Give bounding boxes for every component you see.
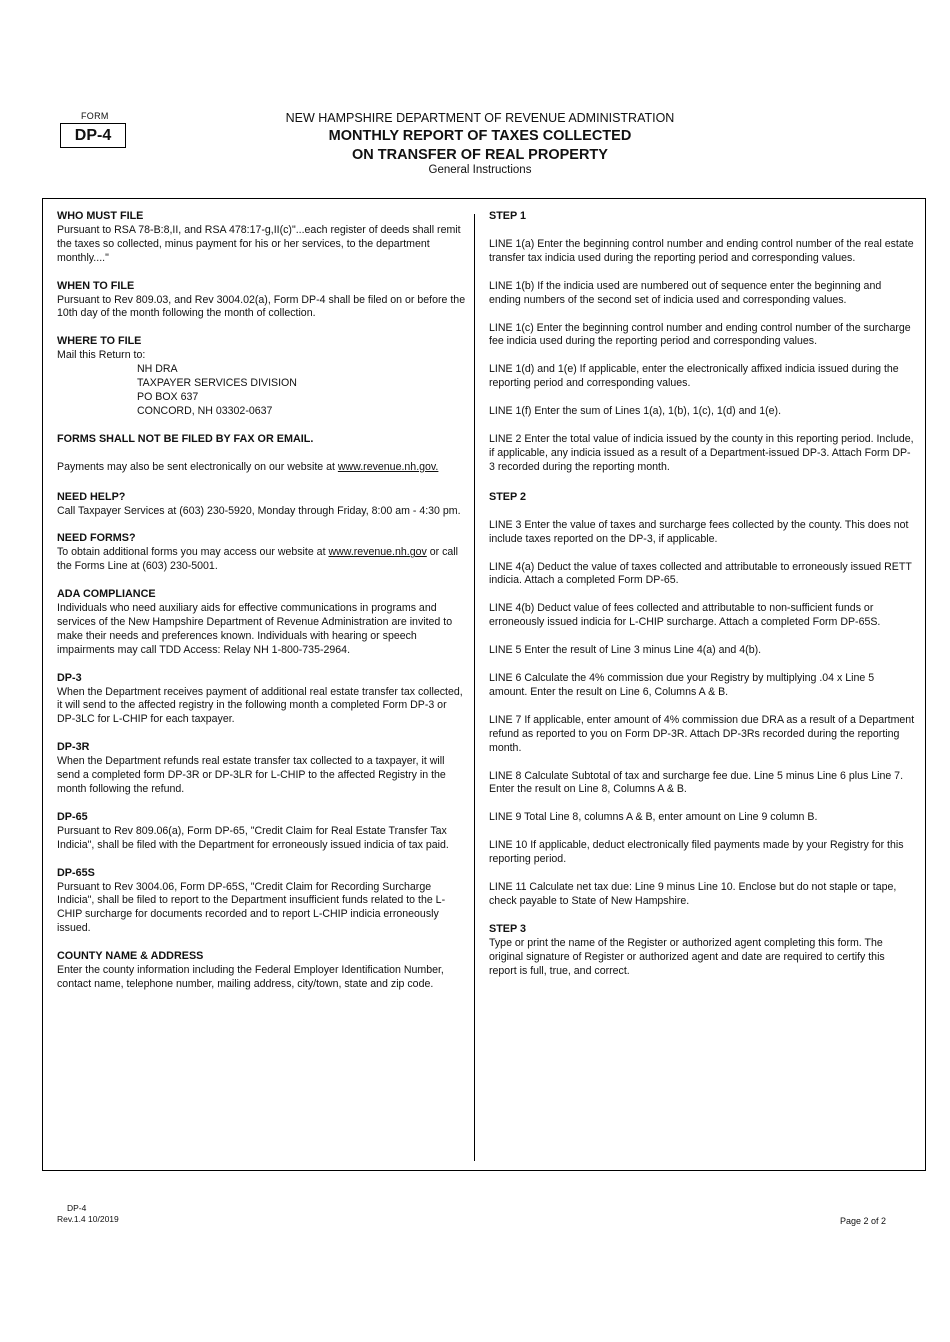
line-7-instruction: LINE 7 If applicable, enter amount of 4% commission due DRA as a result of a Department refund as reported to you on Form DP-3R. Attach DP-3Rs recorded during the reporting month. <box>489 713 915 754</box>
who-must-file-section <box>57 210 467 266</box>
line-5-instruction: LINE 5 Enter the result of Line 3 minus Line 4(a) and 4(b). <box>489 644 762 657</box>
mailing-address-line: PO BOX 637 <box>137 390 199 403</box>
page-title-line1: MONTHLY REPORT OF TAXES COLLECTED <box>328 128 632 144</box>
section-title: NEED FORMS? <box>57 532 136 545</box>
line-1f-instruction: LINE 1(f) Enter the sum of Lines 1(a), 1(b), 1(c), 1(d) and 1(e). <box>489 405 782 418</box>
website-link[interactable]: www.revenue.nh.gov. <box>337 460 439 473</box>
section-text: Pursuant to RSA 78-B:8,II, and RSA 478:17-g,II(c)"...each register of deeds shall remit the taxes so collected, minus payment for his or her services, to the department monthly...." <box>57 223 461 264</box>
section-title: WHERE TO FILE <box>57 335 142 348</box>
line-3-instruction: LINE 3 Enter the value of taxes and surcharge fees collected by the county. This does not include taxes reported on the DP-3, if applicable. <box>489 518 909 545</box>
need-help-section <box>57 491 467 519</box>
line-4b-instruction: LINE 4(b) Deduct value of fees collected and attributable to non-sufficient funds or erroneously issued indicia for L-CHIP surcharge. Attach a completed Form DP-65S. <box>489 602 881 629</box>
section-text: Pursuant to Rev 809.03, and Rev 3004.02(a), Form DP-4 shall be filed on or before the 10th day of the month following the month of collection. <box>57 293 466 320</box>
step3-instruction: Type or print the name of the Register or authorized agent completing this form. The original signature of Register or authorized agent and date are required to certify this report is full, true, and correct. <box>489 936 885 977</box>
section-text: Pursuant to Rev 809.06(a), Form DP-65, "Credit Claim for Real Estate Transfer Tax Indicia", shall be filed with the Department for erroneously issued indicia of tax paid. <box>57 824 449 851</box>
line-1c-instruction: LINE 1(c) Enter the beginning control number and ending control number of the surcharge fee indicia used during the reporting period and corresponding values. <box>489 321 911 348</box>
when-to-file-section <box>57 280 467 322</box>
county-section <box>57 950 467 992</box>
section-title: DP-65 <box>57 810 88 823</box>
mailing-address-line: NH DRA <box>137 363 178 376</box>
payment-text: Payments may also be sent electronically on our website at <box>57 460 338 473</box>
page-subtitle: General Instructions <box>428 164 532 176</box>
column-divider <box>474 214 475 1161</box>
no-fax-notice: FORMS SHALL NOT BE FILED BY FAX OR EMAIL. <box>57 432 314 445</box>
mailing-address-line: CONCORD, NH 03302-0637 <box>137 404 273 417</box>
line-8-instruction: LINE 8 Calculate Subtotal of tax and surcharge fee due. Line 5 minus Line 6 plus Line 7. Enter the result on Line 8, Columns A & B. <box>489 769 904 796</box>
line-1de-instruction: LINE 1(d) and 1(e) If applicable, enter the electronically affixed indicia issued during the reporting period and corresponding values. <box>489 363 899 390</box>
footer-revision <box>57 1203 119 1225</box>
section-text: When the Department refunds real estate transfer tax collected to a taxpayer, it will send a completed form DP-3R or DP-3LR for L-CHIP to the affected Registry in the month following the refund. <box>57 755 446 795</box>
section-text: When the Department receives payment of additional real estate transfer tax collected, it will send to the affected registry in the following month a completed Form DP-3 or DP-3LC for L-CHIP for each taxpayer. <box>57 685 463 726</box>
line-9-instruction: LINE 9 Total Line 8, columns A & B, enter amount on Line 9 column B. <box>489 811 818 824</box>
electronic-payment-text <box>57 461 467 475</box>
right-column <box>489 210 915 979</box>
line-2-instruction: LINE 2 Enter the total value of indicia issued by the county in this reporting period. Include, if applicable, any indicia issued as a result of a Department-issued DP-3. Attach Form DP-3 recorded during the reporting month. <box>489 433 914 473</box>
section-title: DP-3 <box>57 671 82 684</box>
line-1b-instruction: LINE 1(b) If the indicia used are numbered out of sequence enter the beginning and ending numbers of the second set of indicia used and corresponding values. <box>489 279 882 306</box>
section-text: Pursuant to Rev 3004.06, Form DP-65S, "Credit Claim for Recording Surcharge Indicia", shall be filed to report to the Department insufficient funds related to the L-CHIP surcharge for documents recorded and to report L-CHIP indicia erroneously issued. <box>57 880 446 935</box>
dp3-section <box>57 672 467 728</box>
section-title: NEED HELP? <box>57 490 126 503</box>
dp65s-section <box>57 867 467 937</box>
step3-title: STEP 3 <box>489 922 527 935</box>
section-title: ADA COMPLIANCE <box>57 588 156 601</box>
section-title: WHO MUST FILE <box>57 210 144 222</box>
section-text: Mail this Return to: <box>57 349 146 362</box>
section-title: DP-65S <box>57 866 95 879</box>
page-title-line2: ON TRANSFER OF REAL PROPERTY <box>352 147 608 163</box>
page-number: Page 2 of 2 <box>839 1216 886 1226</box>
section-text <box>57 546 467 574</box>
agency-name: NEW HAMPSHIRE DEPARTMENT OF REVENUE ADMINISTRATION <box>285 111 675 125</box>
where-to-file-section <box>57 335 467 418</box>
line-4a-instruction: LINE 4(a) Deduct the value of taxes collected and attributable to erroneously issued RETT indicia. Attach a completed Form DP-65. <box>489 560 912 587</box>
section-title: DP-3R <box>57 741 90 754</box>
step2-title: STEP 2 <box>489 490 527 503</box>
need-forms-section <box>57 532 467 574</box>
form-label: FORM <box>81 111 109 121</box>
forms-text: To obtain additional forms you may access our website at <box>57 546 329 559</box>
left-column <box>57 210 467 992</box>
dp3r-section <box>57 741 467 797</box>
section-text: Call Taxpayer Services at (603) 230-5920, Monday through Friday, 8:00 am - 4:30 pm. <box>57 504 461 517</box>
forms-text: or call the Forms Line at (603) 230-5001. <box>57 546 459 573</box>
section-title: WHEN TO FILE <box>57 279 135 292</box>
footer-form-number: DP-4 <box>67 1203 87 1213</box>
line-11-instruction: LINE 11 Calculate net tax due: Line 9 minus Line 10. Enclose but do not staple or tape, check payable to State of New Hampshire. <box>489 881 897 907</box>
dp65-section <box>57 811 467 853</box>
section-title: COUNTY NAME & ADDRESS <box>57 950 204 963</box>
footer-revision-date: Rev.1.4 10/2019 <box>57 1214 119 1224</box>
line-10-instruction: LINE 10 If applicable, deduct electronically filed payments made by your Registry for this reporting period. <box>489 839 904 866</box>
ada-compliance-section <box>57 588 467 658</box>
section-text: Individuals who need auxiliary aids for effective communications in programs and services of the New Hampshire Department of Revenue Administration are invited to make their needs and preferences known. Individuals with hearing or speech impairments may call TDD Access: Relay NH 1-800-735-2964. <box>57 602 453 656</box>
form-number-box: DP-4 <box>60 123 126 148</box>
line-1a-instruction: LINE 1(a) Enter the beginning control number and ending control number of the real estate transfer tax indicia used during the reporting period and corresponding values. <box>489 237 914 264</box>
line-6-instruction: LINE 6 Calculate the 4% commission due your Registry by multiplying .04 x Line 5 amount. Enter the result on Line 6, Columns A & B. <box>489 672 875 698</box>
section-text: Enter the county information including the Federal Employer Identification Number, contact name, telephone number, mailing address, city/town, state and zip code. <box>57 964 444 990</box>
website-link[interactable]: www.revenue.nh.gov <box>328 546 427 559</box>
mailing-address-line: TAXPAYER SERVICES DIVISION <box>137 377 297 390</box>
step1-title: STEP 1 <box>489 210 527 222</box>
